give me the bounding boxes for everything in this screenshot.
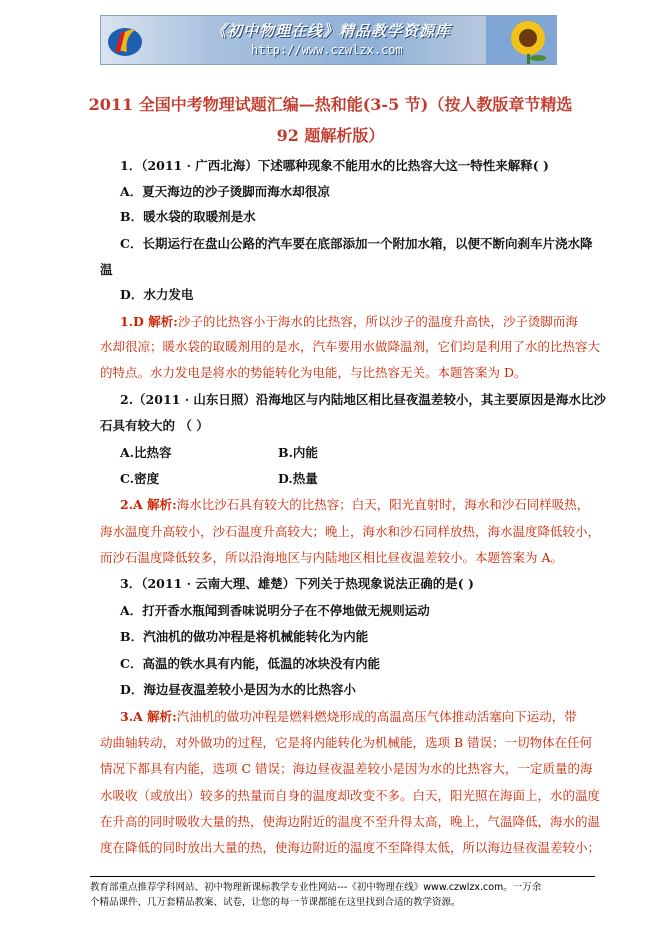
question-line: C．长期运行在盘山公路的汽车要在底部添加一个附加水箱，以便不断向刹车片浇水降 bbox=[120, 236, 593, 251]
option-right: D.热量 bbox=[278, 471, 318, 486]
question-line: 石具有较大的 （ ） bbox=[100, 418, 209, 433]
question-line: A．夏天海边的沙子烫脚而海水却很凉 bbox=[120, 184, 330, 199]
question-line: 3．（2011 · 云南大理、雄楚）下列关于热现象说法正确的是( ) bbox=[120, 576, 474, 591]
question-line: 2.（2011 · 山东日照）沿海地区与内陆地区相比昼夜温差较小，其主要原因是海水比沙 bbox=[120, 392, 606, 407]
sunflower-icon bbox=[486, 16, 556, 64]
answer-key: 1.D 解析: bbox=[120, 314, 178, 329]
question-line: 1．（2011 · 广西北海）下述哪种现象不能用水的比热容大这一特性来解释( ) bbox=[120, 158, 549, 173]
answer-line bbox=[120, 312, 578, 330]
document-title-line2: 92 题解析版） bbox=[276, 126, 385, 145]
question-line: D．水力发电 bbox=[120, 287, 194, 302]
question-line: D．海边昼夜温差较小是因为水的比热容小 bbox=[120, 682, 356, 697]
question-line bbox=[120, 443, 318, 461]
answer-key: 2.A 解析: bbox=[120, 497, 177, 512]
footer-line1: 教育部重点推荐学科网站、初中物理新课标教学专业性网站---《初中物理在线》www.czwlzx.com。一万余 bbox=[90, 882, 542, 893]
answer-line bbox=[120, 707, 577, 725]
question-line: B．暖水袋的取暖剂是水 bbox=[120, 209, 256, 224]
answer-text: 沙子的比热容小于海水的比热容，所以沙子的温度升高快，沙子烫脚而海 bbox=[177, 314, 578, 329]
answer-line: 在升高的同时吸收大量的热，使海边附近的温度不至升得太高，晚上，气温降低，海水的温 bbox=[100, 814, 601, 829]
answer-line: 的特点。水力发电是将水的势能转化为电能，与比热容无关。本题答案为 D。 bbox=[100, 365, 527, 380]
option-left: C.密度 bbox=[120, 471, 160, 486]
answer-key: 3.A 解析: bbox=[120, 709, 177, 724]
question-line: 温 bbox=[100, 262, 113, 277]
option-right: B.内能 bbox=[278, 445, 318, 460]
answer-line: 情况下都具有内能，选项 C 错误；海边昼夜温差较小是因为水的比热容大，一定质量的海 bbox=[100, 761, 593, 776]
answer-line bbox=[120, 495, 589, 513]
question-line: A．打开香水瓶闻到香味说明分子在不停地做无规则运动 bbox=[120, 603, 430, 618]
option-left: A.比热容 bbox=[120, 445, 172, 460]
question-line: C．高温的铁水具有内能，低温的冰块没有内能 bbox=[120, 656, 380, 671]
question-line: B．汽油机的做功冲程是将机械能转化为内能 bbox=[120, 629, 369, 644]
answer-line: 海水温度升高较小，沙石温度升高较大；晚上，海水和沙石同样放热，海水温度降低较小， bbox=[100, 524, 601, 539]
footer-rule bbox=[90, 876, 595, 877]
question-line bbox=[120, 469, 318, 487]
header-banner bbox=[100, 15, 557, 65]
answer-line: 水却很凉；暖水袋的取暖剂用的是水，汽车要用水做降温剂，它们均是利用了水的比热容大 bbox=[100, 339, 601, 354]
document-title-line1: 2011 全国中考物理试题汇编—热和能(3-5 节)（按人教版章节精选 bbox=[88, 95, 573, 114]
answer-text: 海水比沙石具有较大的比热容；白天，阳光直射时，海水和沙石同样吸热， bbox=[176, 497, 590, 512]
banner-title: 《初中物理在线》精品教学资源库 bbox=[211, 22, 452, 40]
answer-line: 水吸收（或放出）较多的热量而自身的温度却改变不多。白天，阳光照在海面上，水的温度 bbox=[100, 788, 601, 803]
answer-line: 度在降低的同时放出大量的热，使海边附近的温度不至降得太低，所以海边昼夜温差较小； bbox=[100, 840, 601, 855]
logo-icon bbox=[105, 20, 145, 60]
answer-line: 而沙石温度降低较多，所以沿海地区与内陆地区相比昼夜温差较小。本题答案为 A。 bbox=[100, 550, 564, 565]
answer-line: 动曲轴转动，对外做功的过程，它是将内能转化为机械能，选项 B 错误；一切物体在任何 bbox=[100, 735, 593, 750]
banner-url[interactable]: http://www.czwlzx.com bbox=[251, 43, 403, 57]
footer-line2: 个精品课件、几万套精品教案、试卷，让您的每一节课都能在这里找到合适的教学资源。 bbox=[90, 897, 461, 908]
answer-text: 汽油机的做功冲程是燃料燃烧形成的高温高压气体推动活塞向下运动，带 bbox=[176, 709, 577, 724]
